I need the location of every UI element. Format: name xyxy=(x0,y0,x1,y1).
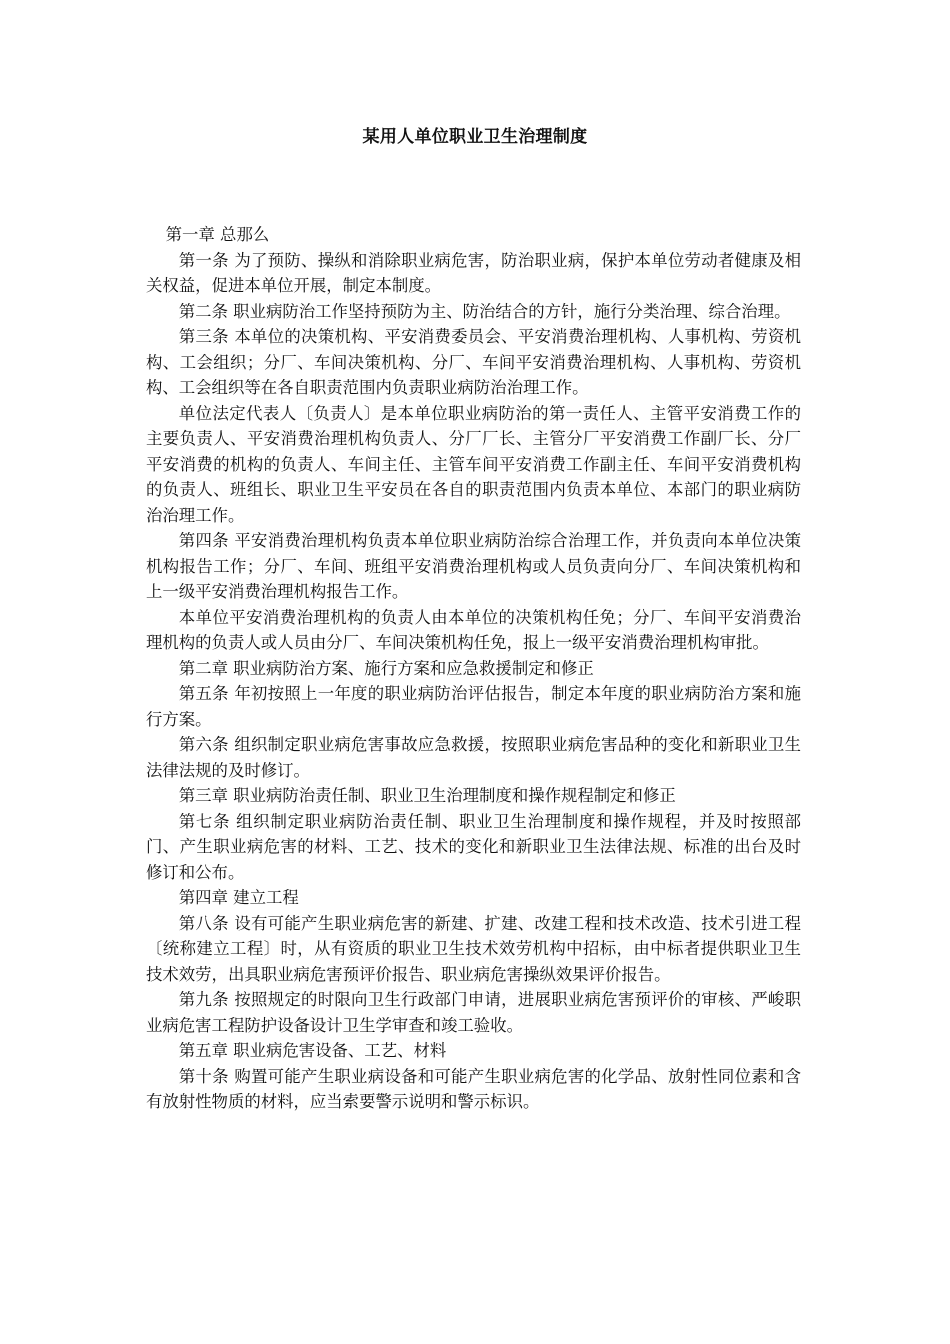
chapter-heading: 第二章 职业病防治方案、施行方案和应急救援制定和修正 xyxy=(178,658,594,678)
article-paragraph: 第八条 设有可能产生职业病危害的新建、扩建、改建工程和技术改造、技术引进工程〔统称建立工程〕时，从有资质的职业卫生技术效劳机构中招标，由中标者提供职业卫生技术效劳，出具职业病危害预评价报告、职业病危害操纵效果评价报告。 xyxy=(146,913,801,984)
article-paragraph: 单位法定代表人〔负责人〕是本单位职业病防治的第一责任人、主管平安消费工作的主要负责人、平安消费治理机构负责人、分厂厂长、主管分厂平安消费工作副厂长、分厂平安消费的机构的负责人、车间主任、主管车间平安消费工作副主任、车间平安消费机构的负责人、班组长、职业卫生平安员在各自的职责范围内负责本单位、本部门的职业病防治治理工作。 xyxy=(146,403,801,525)
article-paragraph: 第七条 组织制定职业病防治责任制、职业卫生治理制度和操作规程，并及时按照部门、产生职业病危害的材料、工艺、技术的变化和新职业卫生法律法规、标准的出台及时修订和公布。 xyxy=(146,811,801,882)
document-title: 某用人单位职业卫生治理制度 xyxy=(362,127,588,147)
chapter-heading: 第一章 总那么 xyxy=(165,225,270,244)
chapter-heading: 第五章 职业病危害设备、工艺、材料 xyxy=(178,1041,447,1060)
article-paragraph: 第九条 按照规定的时限向卫生行政部门申请，进展职业病危害预评价的审核、严峻职业病危害工程防护设备设计卫生学审查和竣工验收。 xyxy=(146,990,801,1035)
article-paragraph: 第三条 本单位的决策机构、平安消费委员会、平安消费治理机构、人事机构、劳资机构、工会组织；分厂、车间决策机构、分厂、车间平安消费治理机构、人事机构、劳资机构、工会组织等在各自职责范围内负责职业病防治治理工作。 xyxy=(146,327,801,397)
article-paragraph: 第六条 组织制定职业病危害事故应急救援，按照职业病危害品种的变化和新职业卫生法律法规的及时修订。 xyxy=(146,735,801,780)
article-paragraph: 第四条 平安消费治理机构负责本单位职业病防治综合治理工作，并负责向本单位决策机构报告工作；分厂、车间、班组平安消费治理机构或人员负责向分厂、车间决策机构和上一级平安消费治理机构报告工作。 xyxy=(146,531,801,601)
document-body xyxy=(146,222,801,1115)
article-paragraph: 第十条 购置可能产生职业病设备和可能产生职业病危害的化学品、放射性同位素和含有放射性物质的材料，应当索要警示说明和警示标识。 xyxy=(146,1066,801,1111)
article-paragraph: 本单位平安消费治理机构的负责人由本单位的决策机构任免；分厂、车间平安消费治理机构的负责人或人员由分厂、车间决策机构任免，报上一级平安消费治理机构审批。 xyxy=(146,607,801,652)
chapter-heading: 第四章 建立工程 xyxy=(178,888,299,907)
chapter-heading: 第三章 职业病防治责任制、职业卫生治理制度和操作规程制定和修正 xyxy=(178,786,676,805)
article-paragraph: 第一条 为了预防、操纵和消除职业病危害，防治职业病，保护本单位劳动者健康及相关权益，促进本单位开展，制定本制度。 xyxy=(146,250,801,295)
article-paragraph: 第五条 年初按照上一年度的职业病防治评估报告，制定本年度的职业病防治方案和施行方案。 xyxy=(146,684,801,729)
article-paragraph: 第二条 职业病防治工作坚持预防为主、防治结合的方针，施行分类治理、综合治理。 xyxy=(178,301,791,321)
